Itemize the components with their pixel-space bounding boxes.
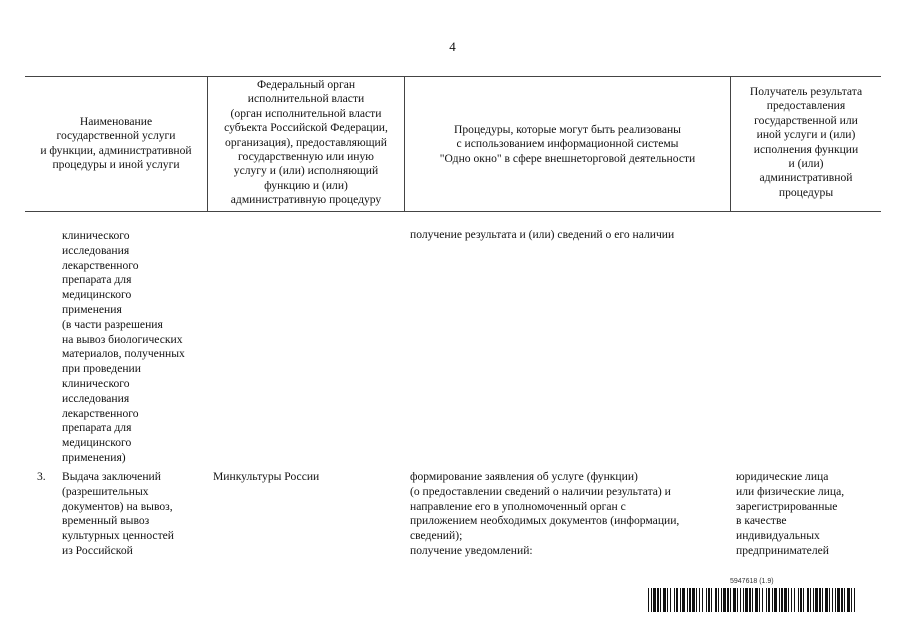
continuation-procedures: получение результата и (или) сведений о его наличии xyxy=(410,228,675,241)
barcode xyxy=(648,588,856,612)
row3-procedures: формирование заявления об услуге (функции) (о предоставлении сведений о наличии результата) и направление его в уполномоченный орган с приложением необходимых документов (информации, сведений); получение уведомлений: xyxy=(410,470,680,557)
barcode-number: 5947618 (1.9) xyxy=(730,578,774,585)
header-procedures: Процедуры, которые могут быть реализованы с использованием информационной системы "Одно окно" в сфере внешнеторговой деятельности xyxy=(439,123,696,165)
header-federal-authority: Федеральный орган исполнительной власти (орган исполнительной власти субъекта Российской Федерации, организация), предоставляющий государственную или иную услугу и (или) исполняющий функцию и (или) административную процедуру xyxy=(224,78,388,207)
header-result-recipient: Получатель результата предоставления государственной или иной услуги и (или) исполнения функции и (или) административной процедуры xyxy=(749,85,863,199)
table-top-border xyxy=(25,76,881,77)
continuation-service-name: клинического исследования лекарственного препарата для медицинского применения (в части разрешения на вывоз биологических материалов, полученных при проведении клинического исследования лекарственного препарата для медицинского применения) xyxy=(62,229,185,464)
row-number: 3. xyxy=(37,470,46,483)
row3-authority: Минкультуры России xyxy=(213,470,320,483)
header-service-name: Наименование государственной услуги и функции, административной процедуры и иной услуги xyxy=(40,115,192,172)
row3-service-name: Выдача заключений (разрешительных документов) на вывоз, временный вывоз культурных ценностей из Российской xyxy=(62,470,174,557)
page-number: 4 xyxy=(449,39,456,54)
table-header-bottom-border xyxy=(25,211,881,212)
row3-recipient: юридические лица или физические лица, зарегистрированные в качестве индивидуальных предпринимателей xyxy=(736,470,845,557)
